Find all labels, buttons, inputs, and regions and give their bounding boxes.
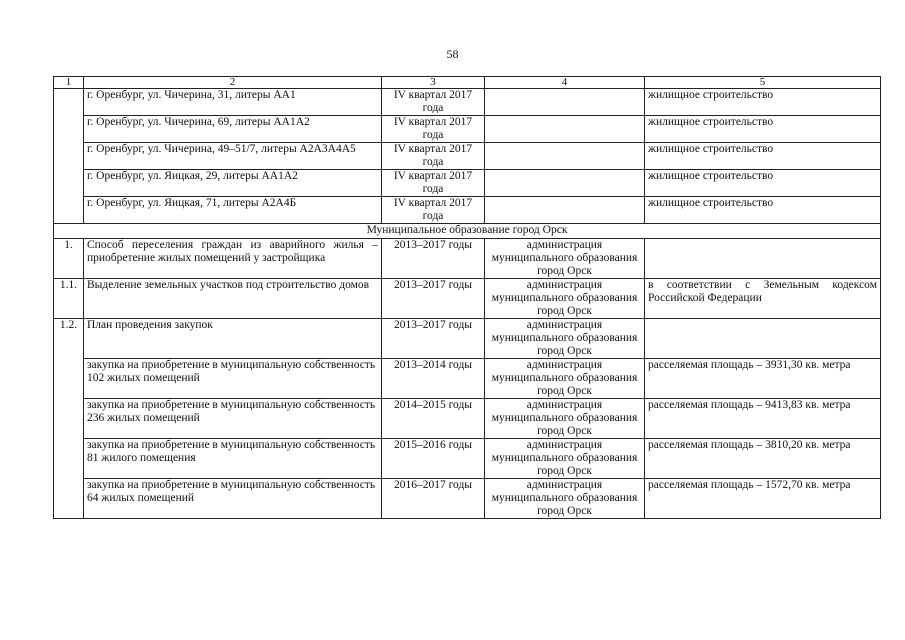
term-cell: IV квартал 2017 года (382, 197, 485, 224)
note-cell: жилищное строительство (645, 143, 881, 170)
row-number-cell (54, 89, 84, 224)
executor-cell: администрация муниципального образования город Орск (485, 479, 645, 519)
note-cell: жилищное строительство (645, 170, 881, 197)
note-cell: жилищное строительство (645, 116, 881, 143)
note-cell (645, 239, 881, 279)
address-cell: г. Оренбург, ул. Чичерина, 69, литеры АА1А2 (84, 116, 382, 143)
address-cell: г. Оренбург, ул. Яицкая, 71, литеры А2А4Б (84, 197, 382, 224)
measure-cell: закупка на приобретение в муниципальную собственность 236 жилых помещений (84, 399, 382, 439)
executor-cell: администрация муниципального образования город Орск (485, 319, 645, 359)
note-cell: жилищное строительство (645, 89, 881, 116)
address-cell: г. Оренбург, ул. Чичерина, 49–51/7, литеры А2А3А4А5 (84, 143, 382, 170)
executor-cell: администрация муниципального образования город Орск (485, 239, 645, 279)
term-cell: 2013–2014 годы (382, 359, 485, 399)
term-cell: IV квартал 2017 года (382, 89, 485, 116)
column-number: 1 (54, 77, 84, 89)
executor-cell: администрация муниципального образования город Орск (485, 279, 645, 319)
column-number: 4 (485, 77, 645, 89)
note-cell (645, 319, 881, 359)
term-cell: IV квартал 2017 года (382, 143, 485, 170)
executor-cell (485, 116, 645, 143)
measure-cell: закупка на приобретение в муниципальную собственность 102 жилых помещений (84, 359, 382, 399)
term-cell: 2015–2016 годы (382, 439, 485, 479)
measure-cell: План проведения закупок (84, 319, 382, 359)
table-row (54, 89, 881, 116)
column-number: 3 (382, 77, 485, 89)
note-cell: расселяемая площадь – 3931,30 кв. метра (645, 359, 881, 399)
column-number: 2 (84, 77, 382, 89)
table-row (54, 359, 881, 399)
column-number: 5 (645, 77, 881, 89)
table-row (54, 116, 881, 143)
note-cell: расселяемая площадь – 3810,20 кв. метра (645, 439, 881, 479)
term-cell: 2016–2017 годы (382, 479, 485, 519)
table-row (54, 479, 881, 519)
page-number: 58 (446, 47, 459, 61)
row-number-cell: 1. (54, 239, 84, 279)
section-title: Муниципальное образование город Орск (54, 224, 881, 239)
table-row (54, 143, 881, 170)
note-cell: расселяемая площадь – 1572,70 кв. метра (645, 479, 881, 519)
measure-cell: Выделение земельных участков под строительство домов (84, 279, 382, 319)
note-cell: в соответствии с Земельным кодексом Российской Федерации (645, 279, 881, 319)
term-cell: IV квартал 2017 года (382, 170, 485, 197)
note-cell: расселяемая площадь – 9413,83 кв. метра (645, 399, 881, 439)
note-cell: жилищное строительство (645, 197, 881, 224)
executor-cell (485, 89, 645, 116)
term-cell: 2013–2017 годы (382, 279, 485, 319)
column-numbers-row (54, 77, 881, 89)
table-row (54, 279, 881, 319)
measure-cell: Способ переселения граждан из аварийного жилья – приобретение жилых помещений у застройщика (84, 239, 382, 279)
executor-cell (485, 197, 645, 224)
executor-cell: администрация муниципального образования город Орск (485, 439, 645, 479)
term-cell: 2014–2015 годы (382, 399, 485, 439)
executor-cell (485, 170, 645, 197)
table-row (54, 319, 881, 359)
address-cell: г. Оренбург, ул. Чичерина, 31, литеры АА1 (84, 89, 382, 116)
row-number-cell: 1.2. (54, 319, 84, 519)
executor-cell (485, 143, 645, 170)
measure-cell: закупка на приобретение в муниципальную собственность 81 жилого помещения (84, 439, 382, 479)
row-number-cell: 1.1. (54, 279, 84, 319)
term-cell: 2013–2017 годы (382, 319, 485, 359)
table-row (54, 239, 881, 279)
table-row (54, 439, 881, 479)
program-table (53, 76, 881, 519)
table-row (54, 197, 881, 224)
table-row (54, 399, 881, 439)
term-cell: 2013–2017 годы (382, 239, 485, 279)
section-header-row (54, 224, 881, 239)
executor-cell: администрация муниципального образования город Орск (485, 399, 645, 439)
term-cell: IV квартал 2017 года (382, 116, 485, 143)
address-cell: г. Оренбург, ул. Яицкая, 29, литеры АА1А2 (84, 170, 382, 197)
table-row (54, 170, 881, 197)
measure-cell: закупка на приобретение в муниципальную собственность 64 жилых помещений (84, 479, 382, 519)
executor-cell: администрация муниципального образования город Орск (485, 359, 645, 399)
